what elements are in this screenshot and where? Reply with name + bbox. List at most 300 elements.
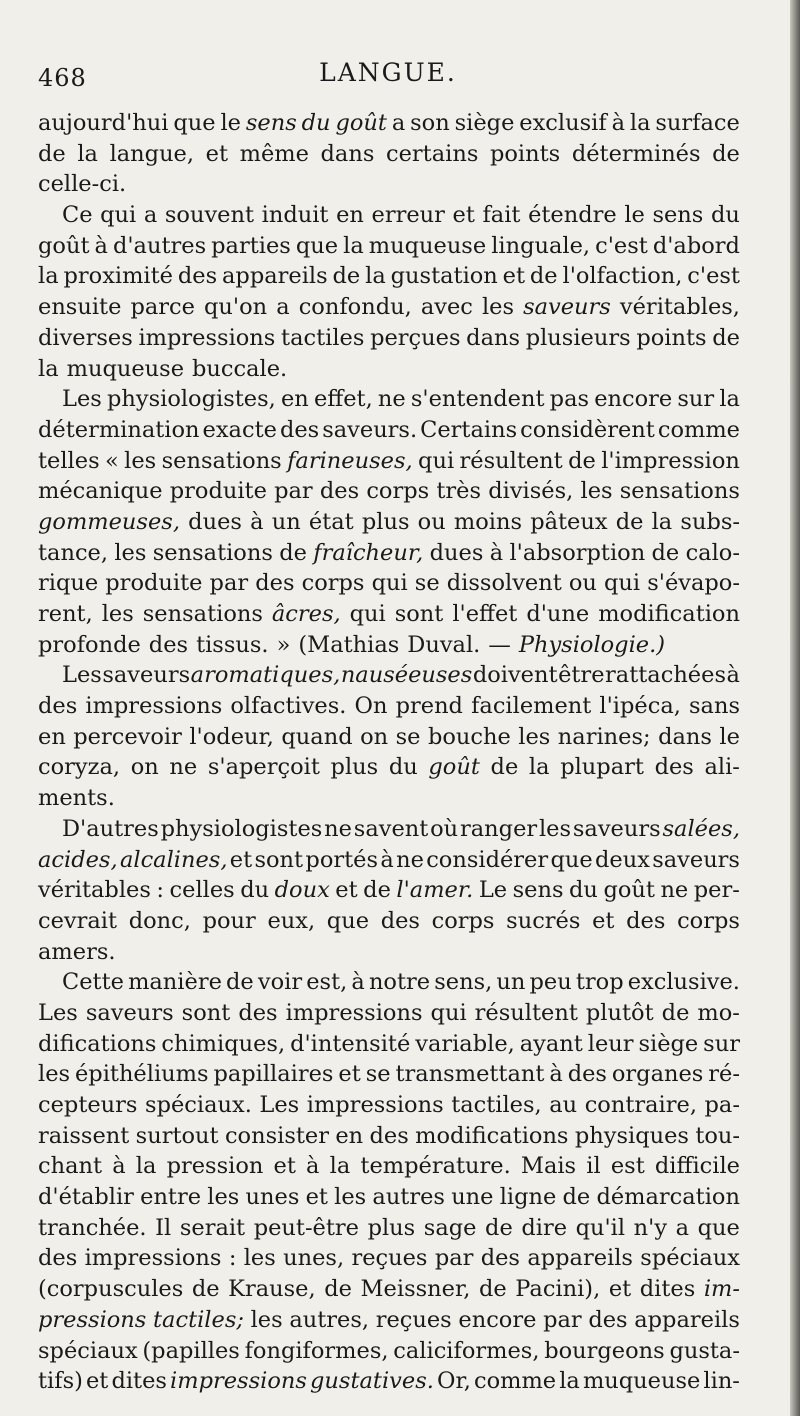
word: plusieurs bbox=[525, 324, 631, 351]
word: dues bbox=[429, 539, 484, 566]
word: même bbox=[239, 140, 309, 167]
word: fraîcheur, bbox=[313, 539, 424, 566]
word: ou bbox=[568, 570, 597, 597]
text-line bbox=[38, 538, 740, 569]
word: reçues bbox=[375, 1306, 452, 1333]
word: plutôt bbox=[585, 999, 654, 1026]
text-line bbox=[38, 1243, 740, 1274]
word: per- bbox=[693, 877, 740, 904]
word: et bbox=[592, 907, 615, 934]
word: saveurs bbox=[102, 662, 191, 689]
text-line bbox=[38, 1213, 740, 1244]
word: et bbox=[452, 202, 475, 229]
text-line bbox=[38, 384, 740, 415]
word: physiologistes, bbox=[106, 386, 276, 413]
word: Duval. bbox=[407, 631, 481, 658]
word: siège bbox=[638, 1030, 699, 1057]
word: ne bbox=[396, 846, 424, 873]
text-line bbox=[38, 783, 740, 814]
word: autres bbox=[372, 1184, 445, 1211]
word: doivent bbox=[472, 662, 558, 689]
word: plus bbox=[367, 1214, 416, 1241]
word: les bbox=[334, 1184, 367, 1211]
word: encore bbox=[458, 1306, 537, 1333]
word: serait bbox=[179, 1214, 246, 1241]
text-line bbox=[38, 599, 740, 630]
word: n'y bbox=[633, 1214, 668, 1241]
word: spéciaux. bbox=[145, 1092, 252, 1118]
word: gommeuses, bbox=[38, 508, 180, 535]
word: dans bbox=[466, 324, 521, 351]
word: par bbox=[434, 1245, 474, 1272]
word: raissent bbox=[38, 1122, 130, 1149]
word: leur bbox=[587, 1030, 634, 1057]
word: saveurs bbox=[652, 846, 740, 873]
word: en bbox=[280, 386, 309, 413]
word: autres, bbox=[289, 1306, 370, 1333]
word: saveurs. bbox=[322, 416, 418, 443]
word: les bbox=[207, 1184, 240, 1211]
word: goût bbox=[428, 754, 480, 781]
text-line bbox=[38, 906, 740, 937]
word: de bbox=[38, 140, 66, 167]
word: le bbox=[624, 202, 645, 229]
word: des bbox=[38, 693, 78, 720]
text-line bbox=[38, 1029, 740, 1060]
word: les bbox=[518, 723, 551, 750]
running-head: LANGUE. bbox=[319, 58, 457, 87]
word: des bbox=[588, 1306, 628, 1333]
text-line bbox=[38, 169, 740, 200]
word: l'effet bbox=[452, 601, 518, 627]
word: consister bbox=[224, 1122, 329, 1149]
word: tance, bbox=[38, 539, 109, 566]
word: corps bbox=[677, 907, 740, 934]
word: dire bbox=[521, 1214, 568, 1241]
text-line bbox=[38, 292, 740, 323]
word: D'autres bbox=[62, 815, 159, 842]
word: goût bbox=[38, 232, 90, 259]
word: du bbox=[240, 877, 270, 904]
word: deux bbox=[594, 846, 650, 873]
word: sur bbox=[703, 1030, 740, 1057]
word: saveurs bbox=[572, 815, 661, 842]
word: des bbox=[255, 570, 295, 597]
word: en bbox=[335, 1122, 364, 1149]
word: que bbox=[295, 232, 339, 259]
text-line bbox=[38, 814, 740, 845]
word: trop bbox=[575, 969, 624, 996]
word: (papilles bbox=[142, 1337, 240, 1364]
word: aujourd'hui bbox=[38, 110, 169, 136]
word: variable, bbox=[415, 1030, 515, 1057]
word: a bbox=[276, 294, 290, 321]
word: et bbox=[335, 877, 358, 904]
text-line bbox=[38, 1182, 740, 1213]
text-line bbox=[38, 231, 740, 262]
word: telles bbox=[38, 447, 100, 474]
word: modification bbox=[598, 601, 740, 627]
word: d'autres bbox=[112, 232, 207, 259]
word: coryza, bbox=[38, 754, 121, 781]
word: souvent bbox=[164, 202, 255, 229]
word: quand bbox=[281, 723, 353, 750]
word: organes bbox=[611, 1061, 704, 1088]
word: pour bbox=[202, 907, 256, 934]
word: difications bbox=[38, 1030, 157, 1057]
word: rent, bbox=[38, 601, 93, 627]
word: transmettant bbox=[395, 1061, 545, 1088]
word: et bbox=[502, 263, 526, 290]
word: sens bbox=[245, 110, 297, 136]
word: muqueuse bbox=[582, 1368, 701, 1395]
word: pâteux bbox=[530, 508, 608, 535]
word: pressions bbox=[38, 1306, 147, 1333]
word: la bbox=[343, 232, 364, 259]
word: savent bbox=[353, 815, 429, 842]
word: les bbox=[481, 294, 514, 321]
word: sensations bbox=[619, 478, 740, 505]
word: des bbox=[319, 478, 360, 505]
page-header bbox=[38, 58, 738, 94]
word: a bbox=[675, 1214, 690, 1241]
word: des bbox=[626, 907, 666, 934]
text-line bbox=[38, 722, 740, 753]
word: voir bbox=[257, 969, 303, 996]
text-line bbox=[38, 845, 740, 876]
word: cevrait bbox=[38, 907, 118, 934]
text-line bbox=[38, 1151, 740, 1182]
text-line bbox=[38, 1121, 740, 1152]
word: c'est bbox=[595, 232, 648, 259]
word: exclusive. bbox=[627, 969, 740, 996]
word: ranger bbox=[460, 815, 538, 842]
word: sans bbox=[689, 693, 740, 720]
word: s'évapo- bbox=[647, 570, 740, 597]
word: rique bbox=[38, 570, 99, 597]
page-edge-shadow bbox=[790, 0, 800, 1416]
word: sens bbox=[512, 877, 564, 904]
word: Certains bbox=[420, 416, 518, 443]
word: la bbox=[77, 140, 98, 167]
word: unes, bbox=[283, 1245, 345, 1272]
word: ne bbox=[169, 754, 198, 781]
word: sur bbox=[677, 386, 715, 413]
word: à bbox=[351, 969, 365, 996]
word: de bbox=[529, 263, 558, 290]
word: unes bbox=[245, 1184, 300, 1211]
word: facilement bbox=[471, 693, 592, 720]
word: entre bbox=[140, 1184, 202, 1211]
word: exacte bbox=[202, 416, 277, 443]
word: la bbox=[329, 1153, 351, 1180]
word: de bbox=[191, 1276, 220, 1303]
word: considèrent bbox=[520, 416, 655, 443]
word: d'abord bbox=[652, 232, 740, 259]
word: un bbox=[271, 508, 301, 535]
word: subs- bbox=[680, 508, 740, 535]
word: Meissner, bbox=[360, 1276, 471, 1303]
word: (Mathias bbox=[298, 631, 400, 658]
word: fait bbox=[482, 202, 521, 229]
word: impressions bbox=[170, 1368, 307, 1395]
word: les bbox=[101, 601, 134, 627]
word: l'absorption bbox=[509, 539, 646, 566]
word: saveurs bbox=[523, 294, 611, 321]
word: de bbox=[712, 140, 740, 167]
word: corps bbox=[431, 907, 495, 934]
word: rattachées bbox=[605, 662, 726, 689]
text-line bbox=[38, 446, 740, 477]
word: par bbox=[209, 570, 249, 597]
word: chant bbox=[38, 1153, 103, 1180]
word: les bbox=[243, 1245, 276, 1272]
word: physiques bbox=[574, 1122, 689, 1149]
word: la bbox=[559, 1368, 580, 1395]
word: modifications bbox=[415, 1122, 569, 1149]
text-line bbox=[38, 323, 740, 354]
word: comme bbox=[657, 416, 740, 443]
word: Les bbox=[259, 1092, 300, 1118]
word: en bbox=[38, 723, 66, 750]
word: dites bbox=[111, 1368, 167, 1395]
page-number: 468 bbox=[38, 64, 87, 92]
word: narines; bbox=[557, 723, 651, 750]
word: exclusif bbox=[519, 110, 607, 136]
word: ou bbox=[417, 508, 446, 535]
word: s'entendent bbox=[410, 386, 545, 413]
word: à bbox=[306, 1153, 320, 1180]
word: appareils bbox=[527, 1245, 633, 1272]
word: donc, bbox=[128, 907, 191, 934]
word: être bbox=[558, 662, 605, 689]
word: » bbox=[276, 631, 291, 658]
word: des bbox=[380, 907, 420, 934]
word: s'aperçoit bbox=[207, 754, 320, 781]
word: considérer bbox=[426, 846, 549, 873]
word: démarcation bbox=[596, 1184, 740, 1211]
word: le bbox=[719, 723, 740, 750]
word: et bbox=[338, 1061, 361, 1088]
word: salées, bbox=[662, 815, 740, 842]
word: manière bbox=[128, 969, 222, 996]
word: mécanique bbox=[38, 478, 163, 505]
word: du bbox=[569, 877, 598, 904]
word: siège bbox=[454, 110, 515, 136]
text-line bbox=[38, 967, 740, 998]
word: la bbox=[651, 508, 673, 535]
word: ligne bbox=[499, 1184, 557, 1211]
word: diverses bbox=[38, 324, 133, 351]
word: de bbox=[661, 999, 690, 1026]
word: « bbox=[105, 447, 119, 474]
word: très bbox=[436, 478, 482, 505]
word: résultent bbox=[474, 999, 578, 1026]
word: c'est bbox=[687, 263, 740, 290]
word: des bbox=[148, 631, 189, 658]
word: linguale, bbox=[491, 232, 591, 259]
word: celles bbox=[169, 877, 235, 904]
word: eux, bbox=[267, 907, 316, 934]
word: ré- bbox=[708, 1061, 740, 1088]
word: à bbox=[611, 110, 625, 136]
text-line bbox=[38, 998, 740, 1029]
word: de bbox=[226, 969, 254, 996]
word: plus bbox=[361, 508, 410, 535]
word: appareils bbox=[222, 263, 328, 290]
word: percevoir bbox=[73, 723, 182, 750]
word: de bbox=[363, 877, 391, 904]
word: Ce bbox=[62, 202, 93, 229]
word: en bbox=[336, 202, 364, 229]
word: que bbox=[173, 110, 216, 136]
word: sensations bbox=[142, 601, 263, 627]
word: peu bbox=[529, 969, 572, 996]
word: induit bbox=[261, 202, 329, 229]
word: ne bbox=[324, 815, 352, 842]
word: surface bbox=[655, 110, 740, 136]
word: Les bbox=[62, 662, 102, 689]
word: aromatiques, bbox=[190, 662, 341, 689]
word: confondu, bbox=[298, 294, 412, 321]
text-line bbox=[38, 660, 740, 691]
word: des bbox=[480, 1245, 520, 1272]
word: gusta- bbox=[669, 1337, 740, 1364]
word: sens, bbox=[434, 969, 493, 996]
text-line bbox=[38, 200, 740, 231]
word: d'établir bbox=[38, 1184, 134, 1211]
word: et bbox=[273, 1153, 296, 1180]
word: produite bbox=[169, 478, 267, 505]
word: certains bbox=[386, 140, 479, 167]
word: l'odeur, bbox=[189, 723, 274, 750]
word: points bbox=[489, 140, 561, 167]
word: l'olfaction, bbox=[562, 263, 683, 290]
word: perçues bbox=[370, 324, 461, 351]
word: encore bbox=[594, 386, 673, 413]
text-line bbox=[38, 752, 740, 783]
word: tissus. bbox=[196, 631, 269, 658]
word: qui bbox=[371, 570, 408, 597]
word: tactiles, bbox=[451, 1092, 542, 1118]
word: ayant bbox=[519, 1030, 583, 1057]
word: qui bbox=[604, 570, 641, 597]
word: Or, bbox=[437, 1368, 471, 1395]
text-line bbox=[38, 1336, 740, 1367]
word: gustation bbox=[390, 263, 498, 290]
word: effet, bbox=[313, 386, 373, 413]
text-line bbox=[38, 476, 740, 507]
word: parce bbox=[130, 294, 195, 321]
word: corps bbox=[366, 478, 430, 505]
word: sensations bbox=[161, 447, 282, 474]
word: amers. bbox=[38, 938, 116, 965]
word: alcalines, bbox=[119, 846, 228, 873]
word: les bbox=[124, 447, 157, 474]
word: résultent bbox=[459, 447, 563, 474]
word: par bbox=[543, 1306, 582, 1333]
word: reçues bbox=[351, 1245, 428, 1272]
word: gustatives. bbox=[310, 1368, 434, 1395]
word: l'ipéca, bbox=[599, 693, 681, 720]
word: il bbox=[586, 1153, 601, 1180]
word: les bbox=[114, 539, 147, 566]
word: impressions bbox=[84, 1245, 222, 1272]
word: âcres, bbox=[271, 601, 341, 627]
word: déterminés bbox=[571, 140, 701, 167]
word: : bbox=[228, 1245, 237, 1272]
word: de bbox=[279, 539, 307, 566]
word: dites bbox=[639, 1276, 696, 1303]
word: l'amer. bbox=[396, 877, 474, 904]
word: la bbox=[629, 110, 651, 136]
word: de bbox=[324, 1276, 352, 1303]
word: les bbox=[38, 1061, 71, 1088]
word: cepteurs bbox=[38, 1092, 138, 1118]
word: de bbox=[615, 508, 644, 535]
word: Physiologie.) bbox=[518, 631, 666, 658]
word: véritables, bbox=[619, 294, 740, 321]
word: des bbox=[279, 416, 320, 443]
word: de bbox=[485, 1214, 513, 1241]
word: plupart bbox=[560, 754, 644, 781]
word: papillaires bbox=[213, 1061, 334, 1088]
word: profonde bbox=[38, 631, 141, 658]
word: tifs) bbox=[38, 1368, 83, 1395]
word: à bbox=[726, 662, 740, 689]
word: goût bbox=[603, 877, 655, 904]
word: langue, bbox=[109, 140, 195, 167]
word: impressions bbox=[85, 693, 223, 720]
word: sage bbox=[423, 1214, 477, 1241]
word: de bbox=[562, 1184, 591, 1211]
word: un bbox=[496, 969, 526, 996]
word: on bbox=[130, 754, 159, 781]
word: qu'il bbox=[575, 1214, 626, 1241]
word: de bbox=[712, 324, 740, 351]
word: la bbox=[719, 386, 740, 413]
word: et bbox=[85, 1368, 109, 1395]
word: la bbox=[135, 1153, 157, 1180]
word: bourgeons bbox=[544, 1337, 665, 1364]
word: qui bbox=[430, 999, 467, 1026]
word: divisés, bbox=[488, 478, 574, 505]
word: pression bbox=[166, 1153, 264, 1180]
word: et bbox=[305, 1184, 328, 1211]
word: On bbox=[354, 693, 388, 720]
word: étendre bbox=[528, 202, 617, 229]
text-line bbox=[38, 1274, 740, 1305]
word: contraire, bbox=[584, 1092, 697, 1118]
word: tactiles; bbox=[153, 1306, 244, 1333]
word: muqueuse bbox=[368, 232, 487, 259]
text-line bbox=[38, 354, 740, 385]
word: la bbox=[365, 263, 386, 290]
word: Il bbox=[155, 1214, 172, 1241]
word: corps bbox=[301, 570, 365, 597]
word: doux bbox=[274, 877, 330, 904]
word: une bbox=[451, 1184, 494, 1211]
word: celle-ci. bbox=[38, 171, 127, 198]
word: appareils bbox=[634, 1306, 740, 1333]
text-line bbox=[38, 875, 740, 906]
word: ne bbox=[377, 386, 406, 413]
text-line bbox=[38, 691, 740, 722]
word: sont bbox=[394, 601, 444, 627]
word: se bbox=[365, 1061, 391, 1088]
word: l'impression bbox=[601, 447, 740, 474]
word: moins bbox=[453, 508, 523, 535]
